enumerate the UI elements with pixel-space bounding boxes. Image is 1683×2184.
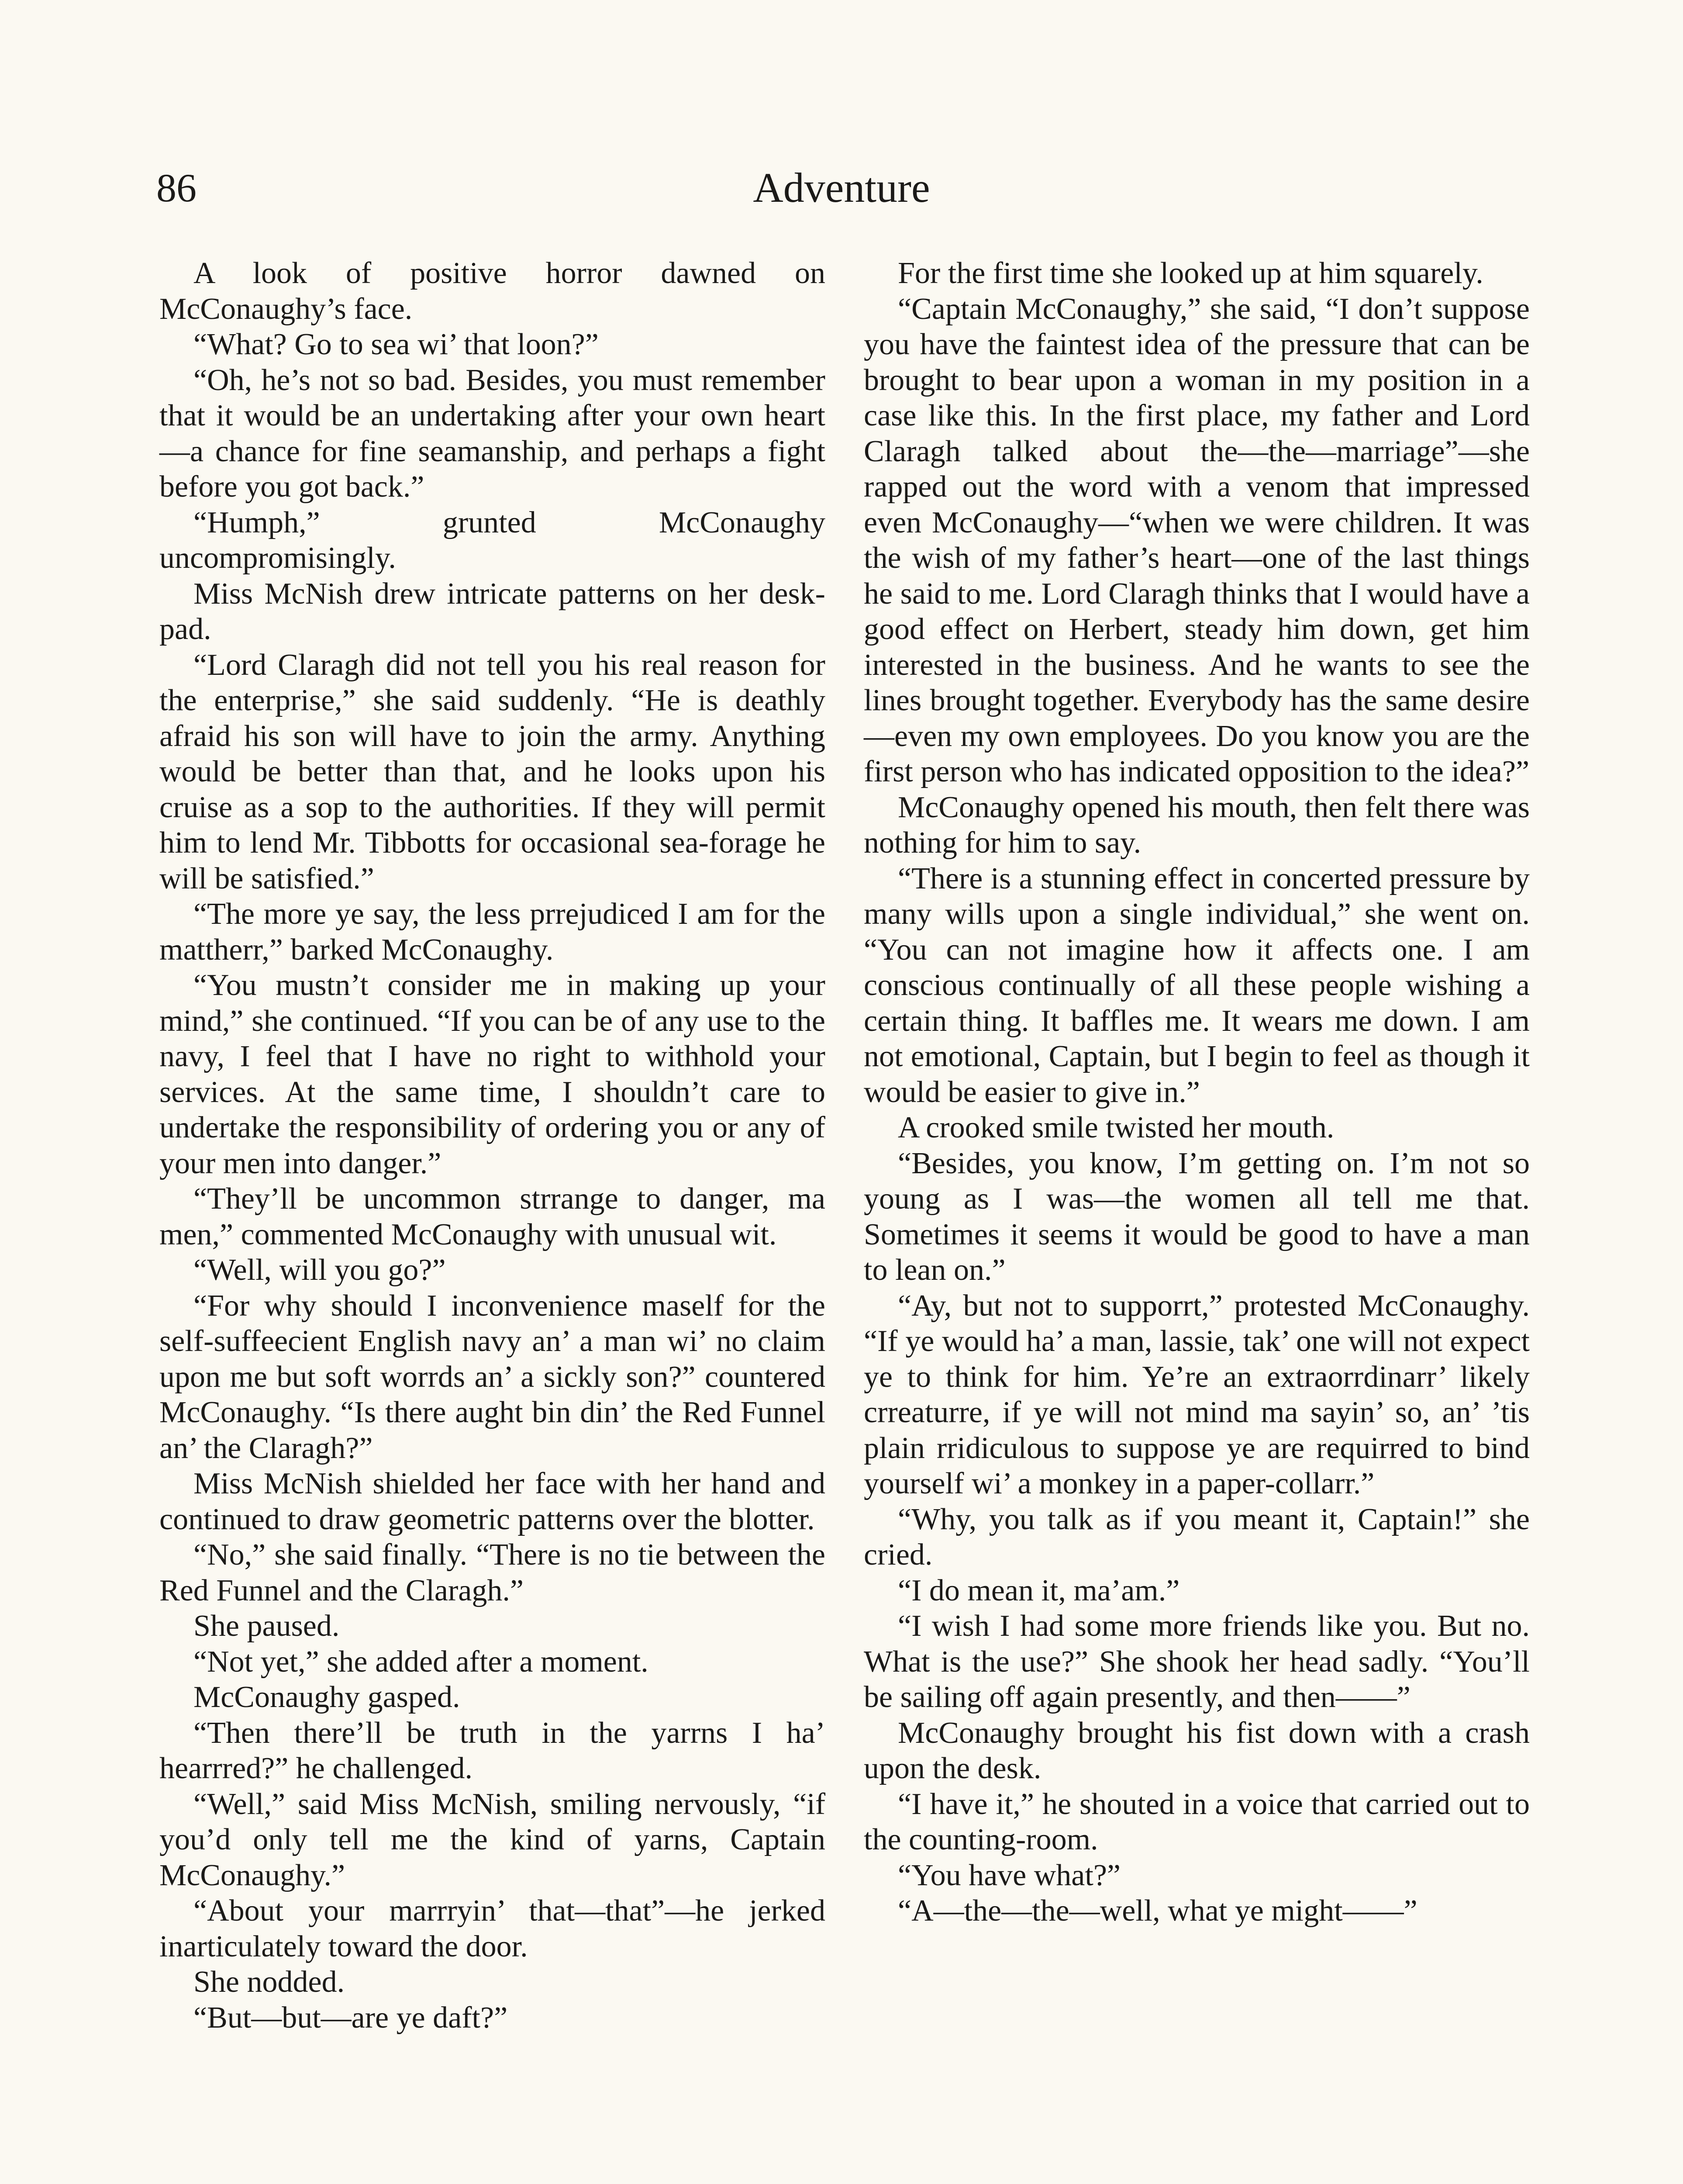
paragraph: A look of positive horror dawned on McConaughy’s face.	[159, 256, 825, 326]
paragraph: “Well, will you go?”	[193, 1253, 446, 1287]
paragraph: McConaughy gasped.	[193, 1680, 460, 1714]
paragraph: “For why should I inconvenience maself for the self-suffeecient English navy an’ a man wi’ no claim upon me but soft worrds an’ a sickly son?” countered McConaughy. “Is there aught bin din’ the Red Funnel an’ the Claragh?”	[159, 1289, 825, 1465]
paragraph: “Lord Claragh did not tell you his real reason for the enterprise,” she said suddenly. “He is deathly afraid his son will have to join the army. Anything would be better than that, and he looks upon his cruise as a sop to the authorities. If they will permit him to lend Mr. Tibbotts for occasional sea-forage he will be satisfied.”	[159, 648, 825, 895]
paragraph: “But—but—are ye daft?”	[193, 2001, 508, 2035]
paragraph: “I do mean it, ma’am.”	[898, 1573, 1180, 1607]
paragraph: “The more ye say, the less prrejudiced I am for the mattherr,” barked McConaughy.	[159, 897, 825, 967]
paragraph: “They’ll be uncommon strrange to danger, ma men,” commented McConaughy with unusual wit.	[159, 1182, 825, 1251]
paragraph: McConaughy opened his mouth, then felt there was nothing for him to say.	[864, 790, 1530, 860]
running-title: Adventure	[753, 164, 930, 211]
paragraph: She nodded.	[193, 1965, 345, 1999]
paragraph: “There is a stunning effect in concerted pressure by many wills upon a single individual,” she went on. “You can not imagine how it affects one. I am conscious continually of all these people wishing a certain thing. It baffles me. It wears me down. I am not emotional, Captain, but I begin to feel as though it would be easier to give in.”	[864, 861, 1530, 1109]
paragraph: “Ay, but not to supporrt,” protested McConaughy. “If ye would ha’ a man, lassie, tak’ one will not expect ye to think for him. Ye’re an extraorrdinarr’ likely crreaturre, if ye will not mind ma sayin’ so, an’ ’tis plain rridiculous to suppose ye are requirred to bind yourself wi’ a monkey in a paper-collarr.”	[864, 1289, 1530, 1500]
paragraph: “I wish I had some more friends like you. But no. What is the use?” She shook her head sadly. “You’ll be sailing off again presently, and then——”	[864, 1609, 1530, 1714]
paragraph: “Well,” said Miss McNish, smiling nervously, “if you’d only tell me the kind of yarns, Captain McConaughy.”	[159, 1787, 825, 1892]
paragraph: “Why, you talk as if you meant it, Captain!” she cried.	[864, 1502, 1530, 1572]
paragraph: “You mustn’t consider me in making up your mind,” she continued. “If you can be of any use to the navy, I feel that I have no right to withhold your services. At the same time, I shouldn’t care to undertake the responsibility of ordering you or any of your men into danger.”	[159, 968, 825, 1180]
paragraph: “Then there’ll be truth in the yarrns I ha’ hearrred?” he challenged.	[159, 1716, 825, 1785]
text-column-left	[159, 256, 825, 2035]
paragraph: A crooked smile twisted her mouth.	[898, 1111, 1335, 1144]
paragraph: “Captain McConaughy,” she said, “I don’t suppose you have the faintest idea of the pressure that can be brought to bear upon a woman in my position in a case like this. In the first place, my father and Lord Claragh talked about the—the—marriage”—she rapped out the word with a venom that impressed even McConaughy—“when we were children. It was the wish of my father’s heart—one of the last things he said to me. Lord Claragh thinks that I would have a good effect on Herbert, steady him down, get him interested in the business. And he wants to see the lines brought together. Everybody has the same desire—even my own employees. Do you know you are the first person who has indicated opposition to the idea?”	[864, 292, 1530, 788]
paragraph: “No,” she said finally. “There is no tie between the Red Funnel and the Claragh.”	[159, 1538, 825, 1607]
page-number: 86	[156, 166, 197, 210]
paragraph: Miss McNish shielded her face with her hand and continued to draw geometric patterns over the blotter.	[159, 1467, 825, 1536]
paragraph: “What? Go to sea wi’ that loon?”	[193, 328, 599, 361]
paragraph: For the first time she looked up at him squarely.	[898, 256, 1483, 290]
page-header	[0, 157, 1683, 218]
paragraph: Miss McNish drew intricate patterns on her desk-pad.	[159, 577, 825, 646]
paragraph: She paused.	[193, 1609, 340, 1643]
text-column-right	[864, 256, 1530, 1929]
paragraph: “A—the—the—well, what ye might——”	[898, 1894, 1417, 1928]
paragraph: “Not yet,” she added after a moment.	[193, 1645, 648, 1679]
paragraph: “You have what?”	[898, 1858, 1121, 1892]
paragraph: “About your marrryin’ that—that”—he jerked inarticulately toward the door.	[159, 1894, 825, 1963]
paragraph: “Humph,” grunted McConaughy uncompromisingly.	[159, 505, 825, 575]
paragraph: “Besides, you know, I’m getting on. I’m not so young as I was—the women all tell me that. Sometimes it seems it would be good to have a man to lean on.”	[864, 1146, 1530, 1287]
paragraph: McConaughy brought his fist down with a crash upon the desk.	[864, 1716, 1530, 1785]
paragraph: “Oh, he’s not so bad. Besides, you must remember that it would be an undertaking after your own heart—a chance for fine seamanship, and perhaps a fight before you got back.”	[159, 363, 825, 504]
paragraph: “I have it,” he shouted in a voice that carried out to the counting-room.	[864, 1787, 1530, 1856]
